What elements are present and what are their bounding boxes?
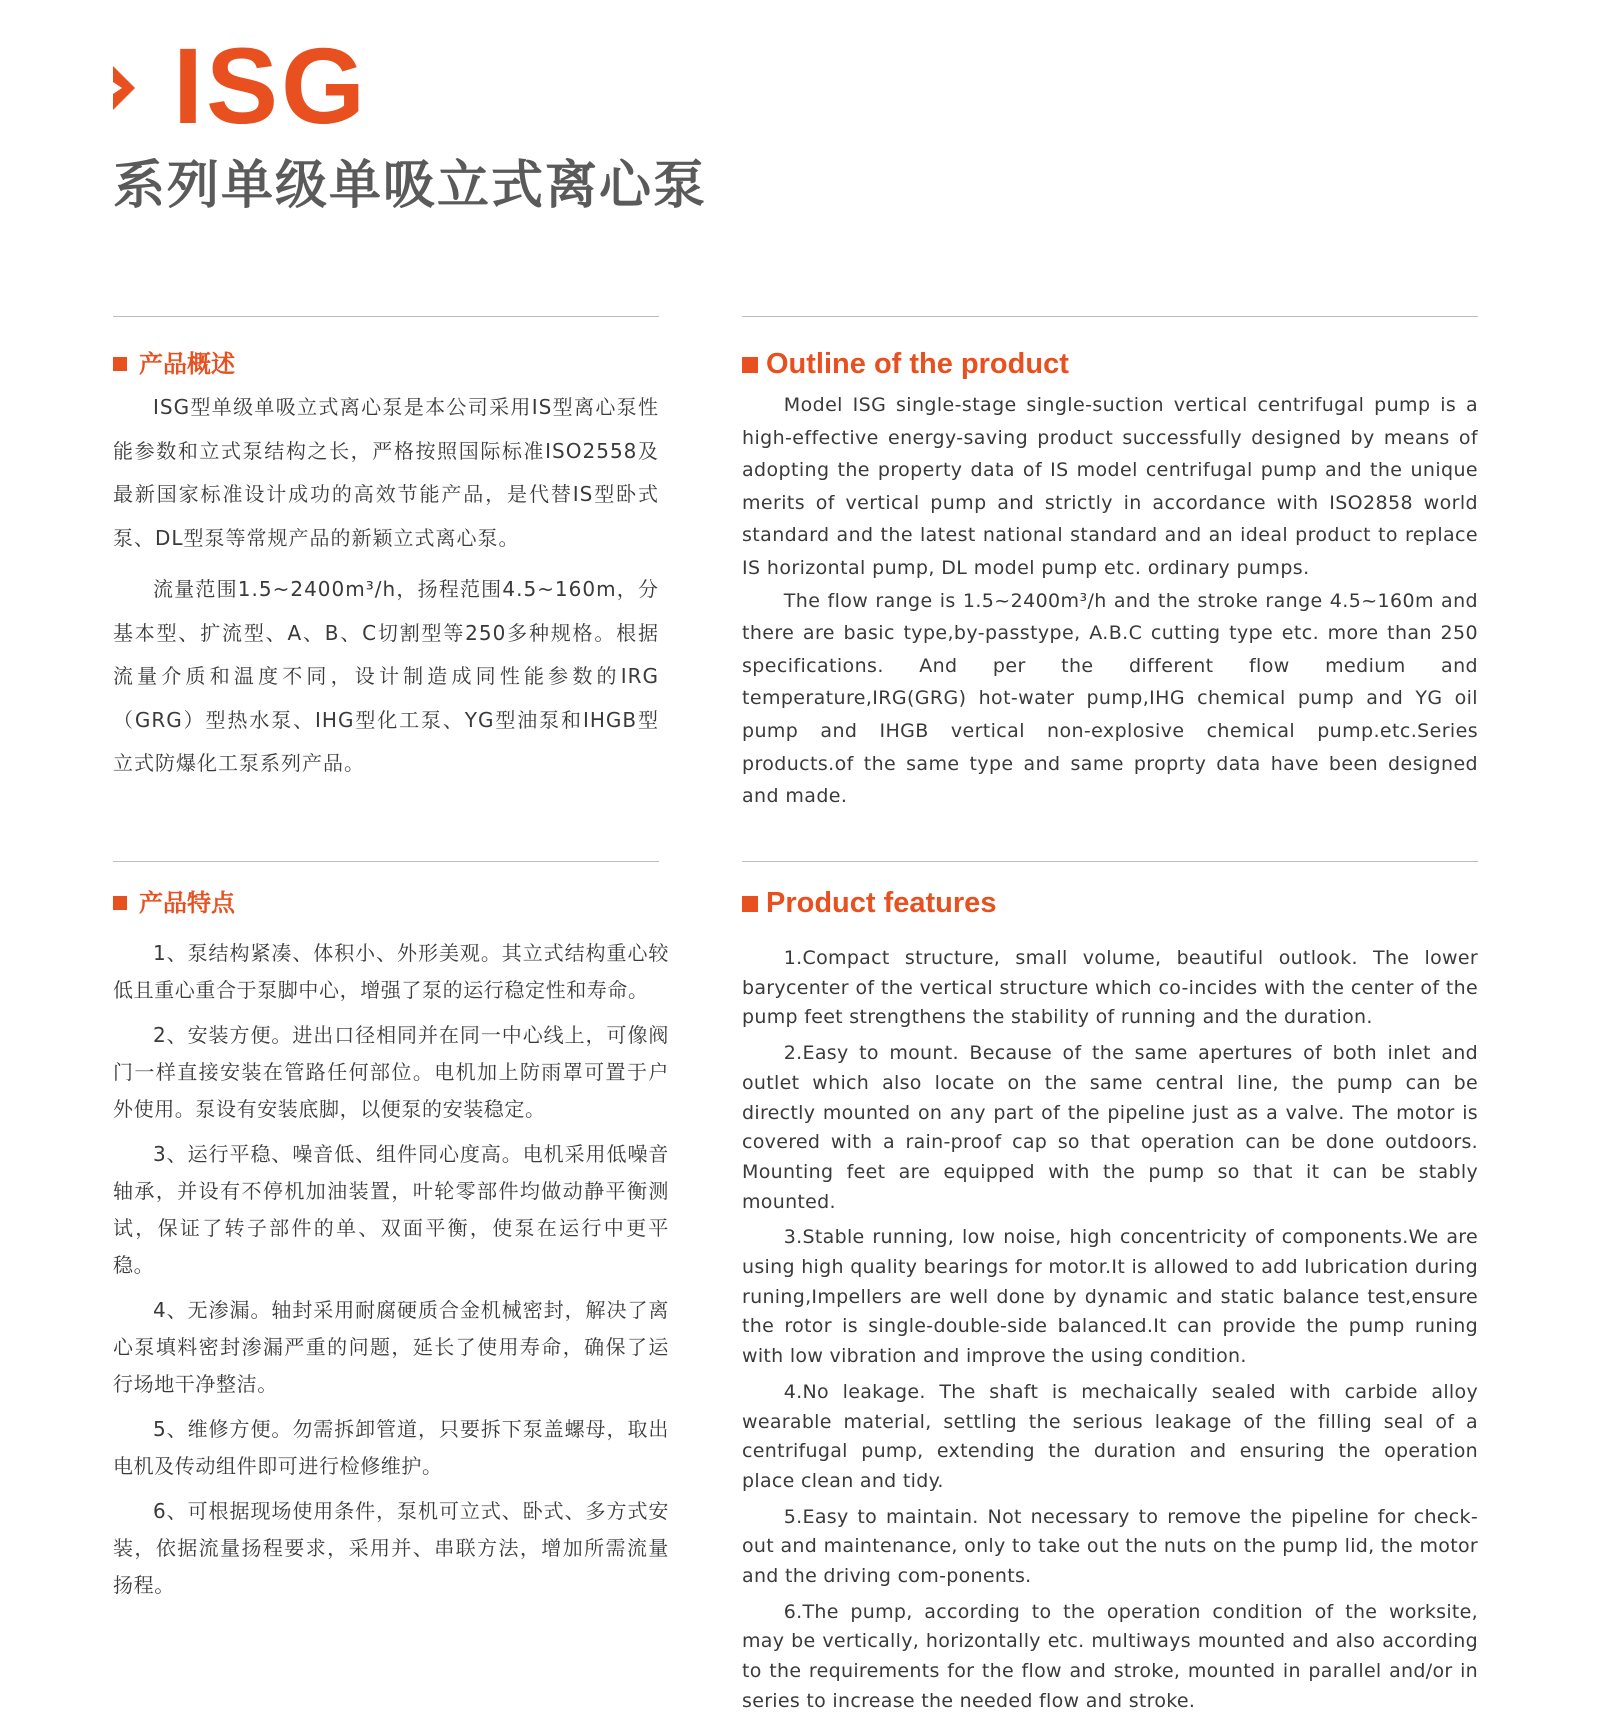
features-zh-paragraph: 5、维修方便。勿需拆卸管道，只要拆下泵盖螺母，取出电机及传动组件即可进行检修维护。 (113, 1417, 669, 1478)
features-zh-paragraph: 2、安装方便。进出口径相同并在同一中心线上，可像阀门一样直接安装在管路任何部位。电机加上防雨罩可置于户外使用。泵设有安装底脚，以便泵的安装稳定。 (113, 1023, 669, 1121)
features-en-paragraph: 4.No leakage. The shaft is mechaically sealed with carbide alloy wearable material, settling the serious leakage of the filling seal of a centrifugal pump, extending the duration and ensuring the operation place clean and tidy. (742, 1380, 1478, 1492)
overview-zh-section (113, 352, 659, 786)
square-bullet-icon (113, 896, 127, 910)
arrow-right-icon (113, 66, 135, 110)
features-zh-paragraph: 6、可根据现场使用条件，泵机可立式、卧式、多方式安装，依据流量扬程要求，采用并、串联方法，增加所需流量扬程。 (113, 1499, 669, 1597)
features-zh-heading-text: 产品特点 (139, 889, 235, 917)
features-en-heading-text: Product features (766, 887, 997, 919)
logo-text: ISG (173, 25, 369, 146)
overview-en-heading-text: Outline of the product (766, 348, 1069, 380)
features-zh-section (113, 891, 669, 1604)
features-en-section (742, 889, 1478, 1717)
features-en-paragraph: 5.Easy to maintain. Not necessary to remove the pipeline for check-out and maintenance, only to take out the nuts on the pump lid, the motor and the driving com-ponents. (742, 1505, 1478, 1588)
features-en-paragraph: 2.Easy to mount. Because of the same apertures of both inlet and outlet which also locate on the same central line, the pump can be directly mounted on any part of the pipeline just as a valve. The motor is covered with a rain-proof cap so that operation can be done outdoors. Mounting feet are equipped with the pump so that it can be stably mounted. (742, 1042, 1478, 1213)
features-zh-paragraph: 4、无渗漏。轴封采用耐腐硬质合金机械密封，解决了离心泵填料密封渗漏严重的问题，延长了使用寿命，确保了运行场地干净整洁。 (113, 1298, 669, 1396)
square-bullet-icon (113, 357, 127, 371)
features-zh-heading (113, 891, 669, 915)
features-en-paragraph: 6.The pump, according to the operation condition of the worksite, may be vertically, horizontally etc. multiways mounted and also according to the requirements for the flow and stroke, mounted in parallel and/or in series to increase the needed flow and stroke. (742, 1600, 1478, 1712)
features-en-paragraph: 3.Stable running, low noise, high concentricity of components.We are using high quality bearings for motor.It is allowed to add lubrication during runing,Impellers are well done by dynamic and static balance test,ensure the rotor is single-double-side balanced.It can provide the pump runing with low vibration and improve the using condition. (742, 1226, 1478, 1368)
divider-right-middle (742, 861, 1478, 862)
overview-en-section (742, 350, 1478, 813)
features-zh-paragraph: 1、泵结构紧凑、体积小、外形美观。其立式结构重心较低且重心重合于泵脚中心，增强了泵的运行稳定性和寿命。 (113, 941, 669, 1002)
page-title: 系列单级单吸立式离心泵 (113, 156, 708, 216)
divider-left-top (113, 316, 659, 317)
divider-left-middle (113, 861, 659, 862)
overview-en-heading (742, 350, 1478, 379)
divider-right-top (742, 316, 1478, 317)
features-en-paragraph: 1.Compact structure, small volume, beautiful outlook. The lower barycenter of the vertical structure which co-incides with the center of the pump feet strengthens the stability of running and the duration. (742, 947, 1478, 1029)
overview-en-paragraph: Model ISG single-stage single-suction vertical centrifugal pump is a high-effective energy-saving product successfully designed by means of adopting the property data of IS model centrifugal pump and the unique merits of vertical pump and strictly in accordance with ISO2858 world standard and the latest national standard and an ideal product to replace IS horizontal pump, DL model pump etc. ordinary pumps. (742, 394, 1478, 579)
features-en-heading (742, 889, 1478, 918)
overview-zh-paragraph: ISG型单级单吸立式离心泵是本公司采用IS型离心泵性能参数和立式泵结构之长，严格按照国际标准ISO2558及最新国家标准设计成功的高效节能产品，是代替IS型卧式泵、DL型泵等常规产品的新颖立式离心泵。 (113, 395, 659, 550)
overview-zh-heading-text: 产品概述 (139, 350, 235, 378)
overview-en-paragraph: The flow range is 1.5~2400m³/h and the stroke range 4.5~160m and there are basic type,by-passtype, A.B.C cutting type etc. more than 250 specifications. And per the different flow medium and temperature,IRG(GRG) hot-water pump,IHG chemical pump and YG oil pump and IHGB vertical non-explosive chemical pump.etc.Series products.of the same type and same proprty data have been designed and made. (742, 589, 1478, 808)
overview-zh-paragraph: 流量范围1.5~2400m³/h，扬程范围4.5~160m，分基本型、扩流型、A、B、C切割型等250多种规格。根据流量介质和温度不同，设计制造成同性能参数的IRG（GRG）型热水泵、IHG型化工泵、YG型油泵和IHGB型立式防爆化工泵系列产品。 (113, 577, 659, 775)
overview-zh-heading (113, 352, 659, 376)
square-bullet-icon (742, 357, 758, 373)
square-bullet-icon (742, 896, 758, 912)
features-zh-paragraph: 3、运行平稳、噪音低、组件同心度高。电机采用低噪音轴承，并设有不停机加油装置，叶轮零部件均做动静平衡测试，保证了转子部件的单、双面平衡，使泵在运行中更平稳。 (113, 1142, 669, 1277)
